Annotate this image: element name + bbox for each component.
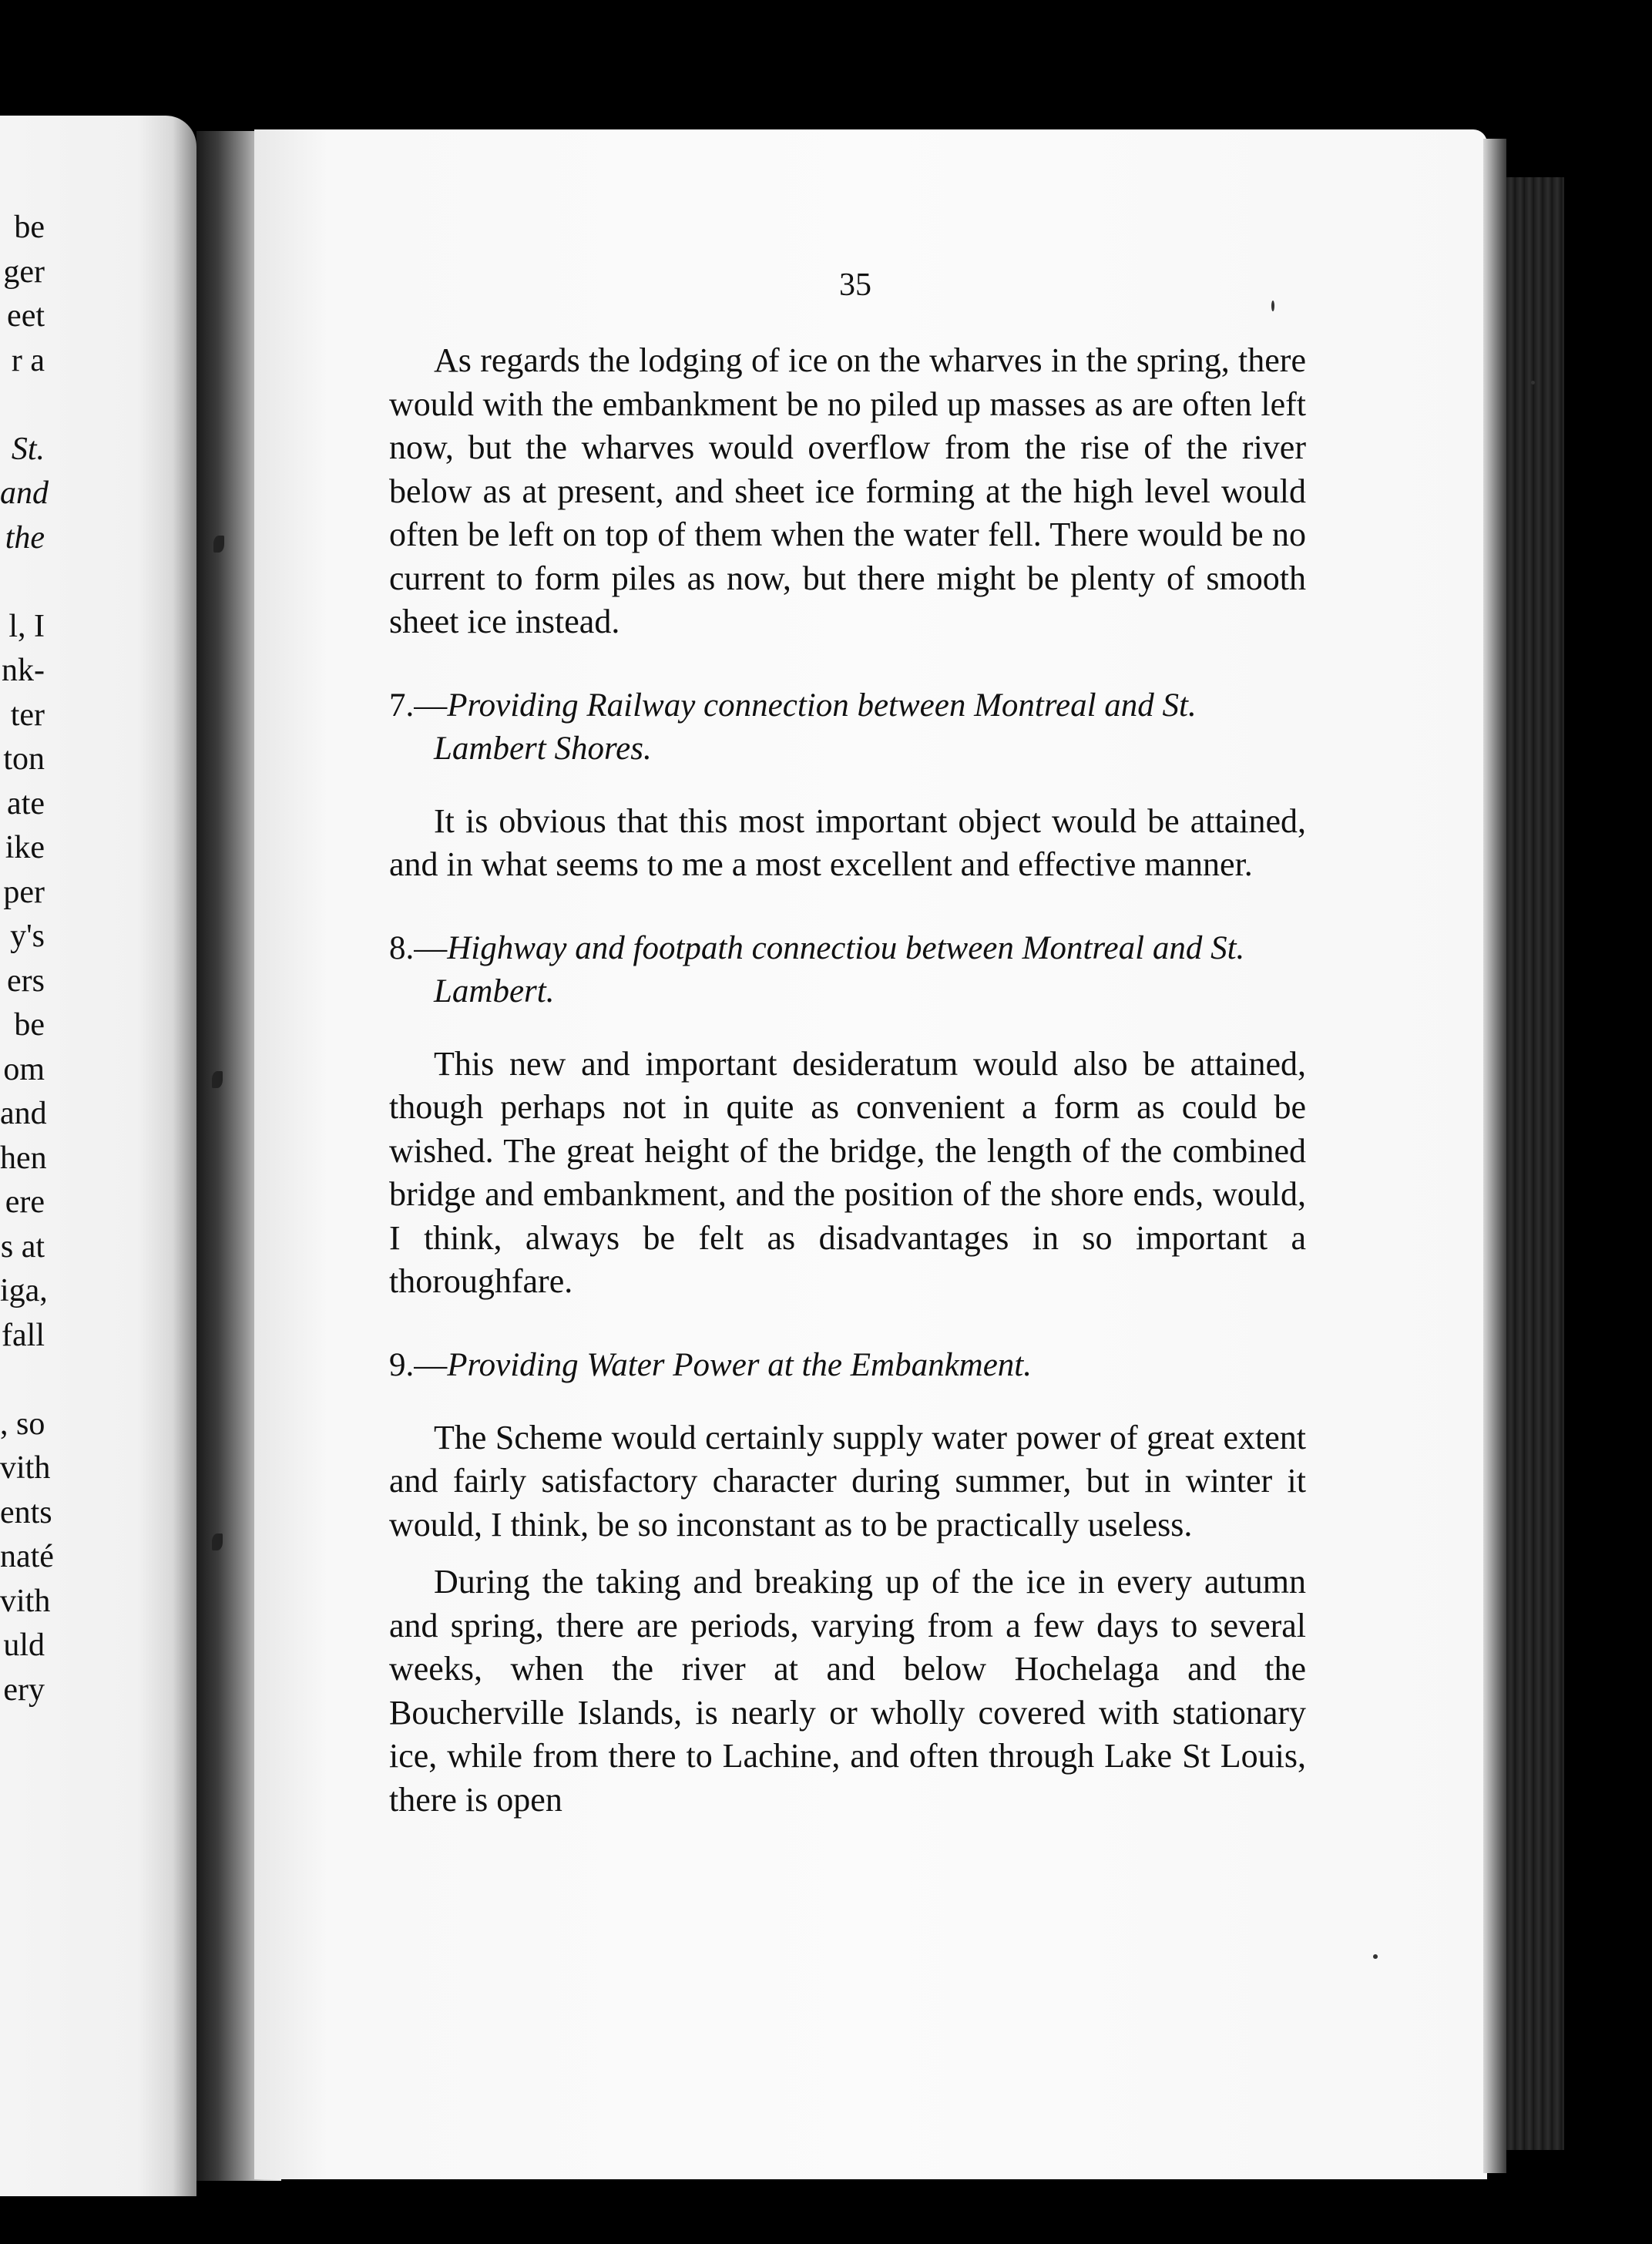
paragraph-spacer <box>389 644 1306 684</box>
previous-page-line: vith <box>0 1450 51 1486</box>
previous-page-line: y's <box>10 919 45 954</box>
section-number: 8.— <box>389 929 448 966</box>
previous-page-line: ere <box>5 1184 45 1220</box>
previous-page-line: r a <box>11 342 45 378</box>
book-cover-edge <box>1506 177 1564 2150</box>
previous-page-line: ery <box>3 1671 45 1708</box>
previous-page-line: the <box>5 519 45 556</box>
previous-page-line: uld <box>3 1628 45 1663</box>
paper-speck <box>1373 1954 1378 1959</box>
previous-page-line: s at <box>0 1228 45 1265</box>
section-number: 7.— <box>389 687 448 724</box>
paragraph: During the taking and breaking up of the ice in every autumn and spring, there are periods, varying from a few days to several weeks, when the river at and below Hochelaga and the Boucherville Islands, is nearly or wholly covered with stationary ice, while from there to Lachine, and often through Lake St Louis, there is open <box>389 1563 1306 1819</box>
paragraph: The Scheme would certainly supply water power of great extent and fairly satisfactory character during summer, but in winter it would, I think, be so inconstant as to be practically useless. <box>389 1418 1306 1544</box>
previous-page-line: ter <box>10 697 45 733</box>
previous-page-line: be <box>14 210 45 245</box>
page-body-text <box>389 339 1306 1822</box>
previous-page-line: nk- <box>2 653 45 688</box>
previous-page-line: St. <box>11 431 45 467</box>
previous-page-line: eet <box>7 298 45 334</box>
paragraph-spacer <box>389 887 1306 927</box>
paper-speck <box>1531 381 1535 385</box>
previous-page-line: ger <box>3 254 45 290</box>
binding-stitch <box>212 1534 223 1550</box>
binding-stitch <box>213 536 224 553</box>
page-edge <box>1483 139 1506 2173</box>
previous-page-line: iga, <box>0 1273 48 1308</box>
previous-page-line: fall <box>2 1317 45 1353</box>
previous-page <box>0 116 196 2196</box>
paper-speck <box>1271 301 1274 311</box>
paragraph: It is obvious that this most important object would be attained, and in what seems to me a most excellent and effective manner. <box>389 801 1306 883</box>
previous-page-line: l, I <box>8 608 45 644</box>
previous-page-line: and <box>0 475 49 511</box>
previous-page-line: om <box>3 1051 45 1087</box>
previous-page-line: ate <box>7 785 45 821</box>
previous-page-line: ike <box>5 830 45 865</box>
previous-page-line: , so <box>0 1406 45 1442</box>
previous-page-line: ton <box>3 741 45 777</box>
binding-stitch <box>212 1071 223 1088</box>
paragraph-spacer <box>389 1547 1306 1560</box>
section-title: Providing Water Power at the Embankment. <box>447 1346 1032 1383</box>
section-title: Highway and footpath connectiou between Montreal and St. Lambert. <box>434 929 1245 1009</box>
paragraph-spacer <box>389 1013 1306 1043</box>
previous-page-line: vith <box>0 1583 51 1619</box>
paragraph-spacer <box>389 1387 1306 1416</box>
previous-page-line: ents <box>0 1494 52 1530</box>
previous-page-line: hen <box>0 1140 47 1176</box>
section-title: Providing Railway connection between Montreal and St. Lambert Shores. <box>434 687 1197 767</box>
paragraph: As regards the lodging of ice on the wharves in the spring, there would with the embankment be no piled up masses as are often left now, but the wharves would overflow from the rise of the river below as at present, and sheet ice forming at the high level would often be left on top of them when the water fell. There would be no current to form piles as now, but there might be plenty of smooth sheet ice instead. <box>389 341 1306 640</box>
previous-page-line: be <box>14 1007 45 1043</box>
section-heading <box>389 927 1306 1013</box>
section-heading <box>389 684 1306 771</box>
previous-page-line: per <box>3 874 45 910</box>
previous-page-line: ers <box>7 962 45 999</box>
paragraph-spacer <box>389 1304 1306 1344</box>
paragraph-spacer <box>389 771 1306 800</box>
page-number: 35 <box>839 267 871 303</box>
previous-page-line: and <box>0 1096 47 1131</box>
previous-page-line: naté <box>0 1539 54 1574</box>
section-heading <box>389 1344 1306 1387</box>
section-number: 9.— <box>389 1346 448 1383</box>
paragraph: This new and important desideratum would also be attained, though perhaps not in quite as convenient a form as could be wished. The great height of the bridge, the length of the combined bridge and embankment, and the position of the shore ends, would, I think, always be felt as disadvantages in so important a thoroughfare. <box>389 1044 1306 1300</box>
